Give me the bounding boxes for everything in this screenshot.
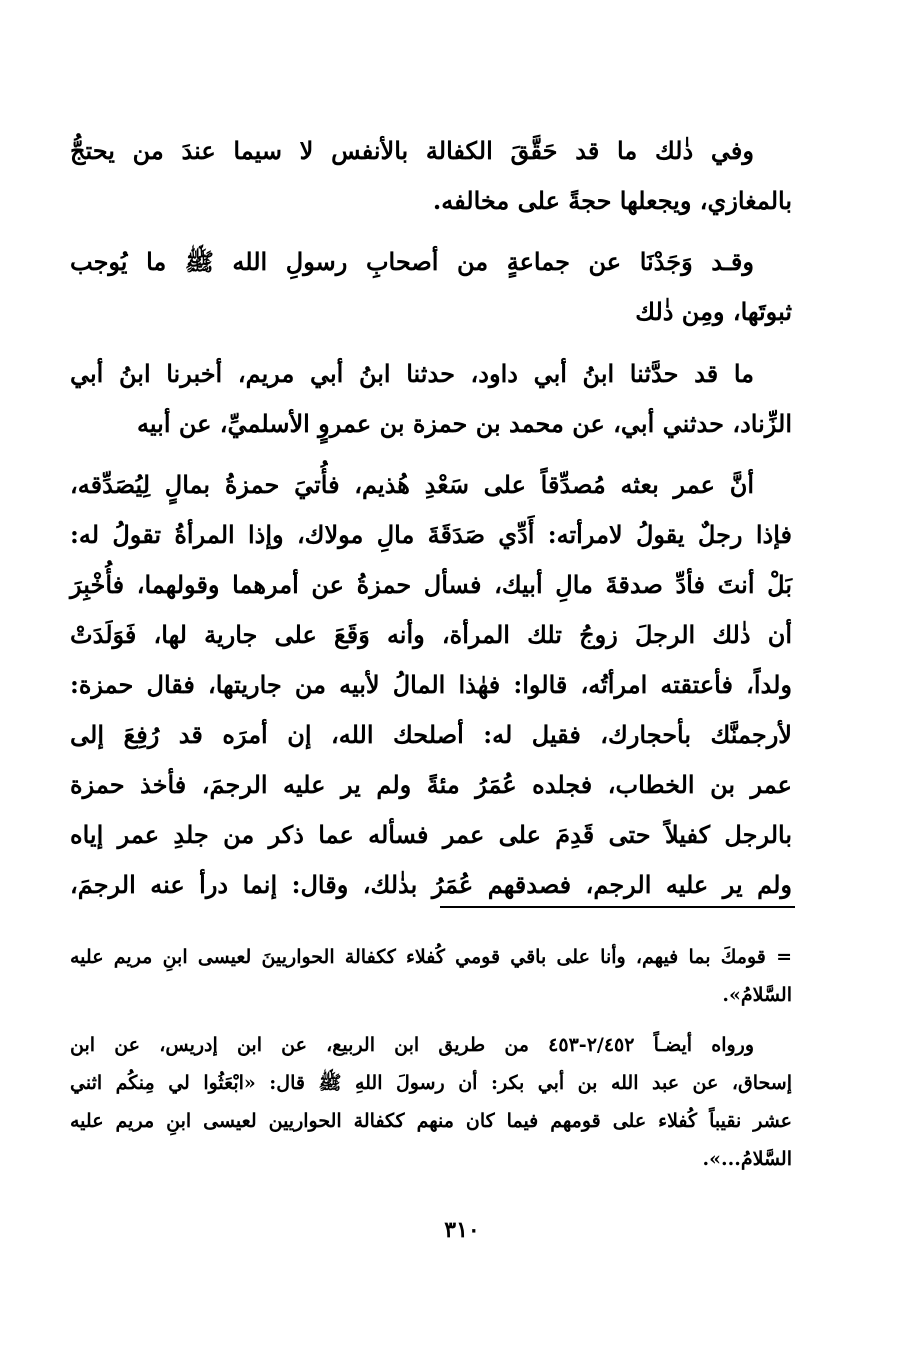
text-line: الزِّناد، حدثني أبي، عن محمد بن حمزة بن عمروٍ الأسلميِّ، عن أبيه xyxy=(137,409,792,438)
paragraph-1 xyxy=(70,126,792,226)
text-line: ثبوتَها، ومِن ذٰلك xyxy=(635,297,792,326)
footnote-line: = قومكَ بما فيهم، وأنا على باقي قومي كُفلاء ككفالة الحواريينَ لعيسى ابنِ مريم عليه xyxy=(70,946,792,968)
footnote-1 xyxy=(70,938,792,1014)
paragraph-4 xyxy=(70,460,792,910)
paragraph-2 xyxy=(70,237,792,337)
footnote-line: ورواه أيضـاً ٢/٤٥٢-٤٥٣ من طريق ابن الربيع، عن ابن إدريس، عن ابن xyxy=(70,1034,754,1056)
text-line: أن ذٰلك الرجلَ زوجُ تلك المرأة، وأنه وَقَعَ على جارية لها، فَوَلَدَتْ xyxy=(70,620,792,649)
text-line: ولم ير عليه الرجم، فصدقهم عُمَرُ بذٰلك، وقال: إنما درأ عنه الرجمَ، xyxy=(70,870,792,899)
footnote-line: إسحاق، عن عبد الله بن أبي بكر: أن رسولَ اللهِ ﷺ قال: «ابْعَثُوا لي مِنكُم اثني xyxy=(70,1072,792,1094)
text-line: وفي ذٰلك ما قد حَقَّقَ الكفالة بالأنفس لا سيما عندَ من يحتجُّ xyxy=(70,136,754,165)
text-line: بالرجل كفيلاً حتى قَدِمَ على عمر فسأله عما ذكر من جلدِ عمر إياه xyxy=(70,820,792,849)
page-number: ٣١٠ xyxy=(444,1217,480,1243)
footnote-line: عشر نقيباً كُفلاء على قومهم فيما كان منهم ككفالة الحواريين لعيسى ابنِ مريم عليه xyxy=(70,1110,792,1132)
text-line: ولداً، فأعتقته امرأتُه، قالوا: فهٰذا المالُ لأبيه من جاريتها، فقال حمزة: xyxy=(70,670,792,699)
text-line: فإذا رجلٌ يقولُ لامرأته: أَدِّي صَدَقَةَ مالِ مولاك، وإذا المرأةُ تقولُ له: xyxy=(70,520,792,549)
text-line: لأرجمنَّك بأحجارك، فقيل له: أصلحك الله، إن أمرَه قد رُفِعَ إلى xyxy=(70,720,792,749)
text-line: وقـد وَجَدْنَا عن جماعةٍ من أصحابِ رسولِ الله ﷺ ما يُوجب xyxy=(70,247,754,276)
text-line: عمر بن الخطاب، فجلده عُمَرُ مئةً ولم ير عليه الرجمَ، فأخذ حمزة xyxy=(70,770,792,799)
text-line: ما قد حدَّثنا ابنُ أبي داود، حدثنا ابنُ أبي مريم، أخبرنا ابنُ أبي xyxy=(70,359,754,388)
footnote-line: السَّلامُ...». xyxy=(702,1148,792,1170)
text-line: بالمغازي، ويجعلها حجةً على مخالفه. xyxy=(432,186,792,215)
paragraph-3 xyxy=(70,349,792,449)
footnote-2 xyxy=(70,1026,792,1178)
footnote-line: السَّلامُ». xyxy=(722,984,792,1006)
text-line: بَلْ أنتَ فأدِّ صدقةَ مالِ أبيك، فسأل حمزةُ عن أمرهما وقولهما، فأُخْبِرَ xyxy=(70,570,792,599)
footnote-separator xyxy=(440,906,795,908)
text-line: أنَّ عمر بعثه مُصدِّقاً على سَعْدِ هُذيم، فأُتيَ حمزةُ بمالٍ لِيُصَدِّقه، xyxy=(70,470,754,499)
